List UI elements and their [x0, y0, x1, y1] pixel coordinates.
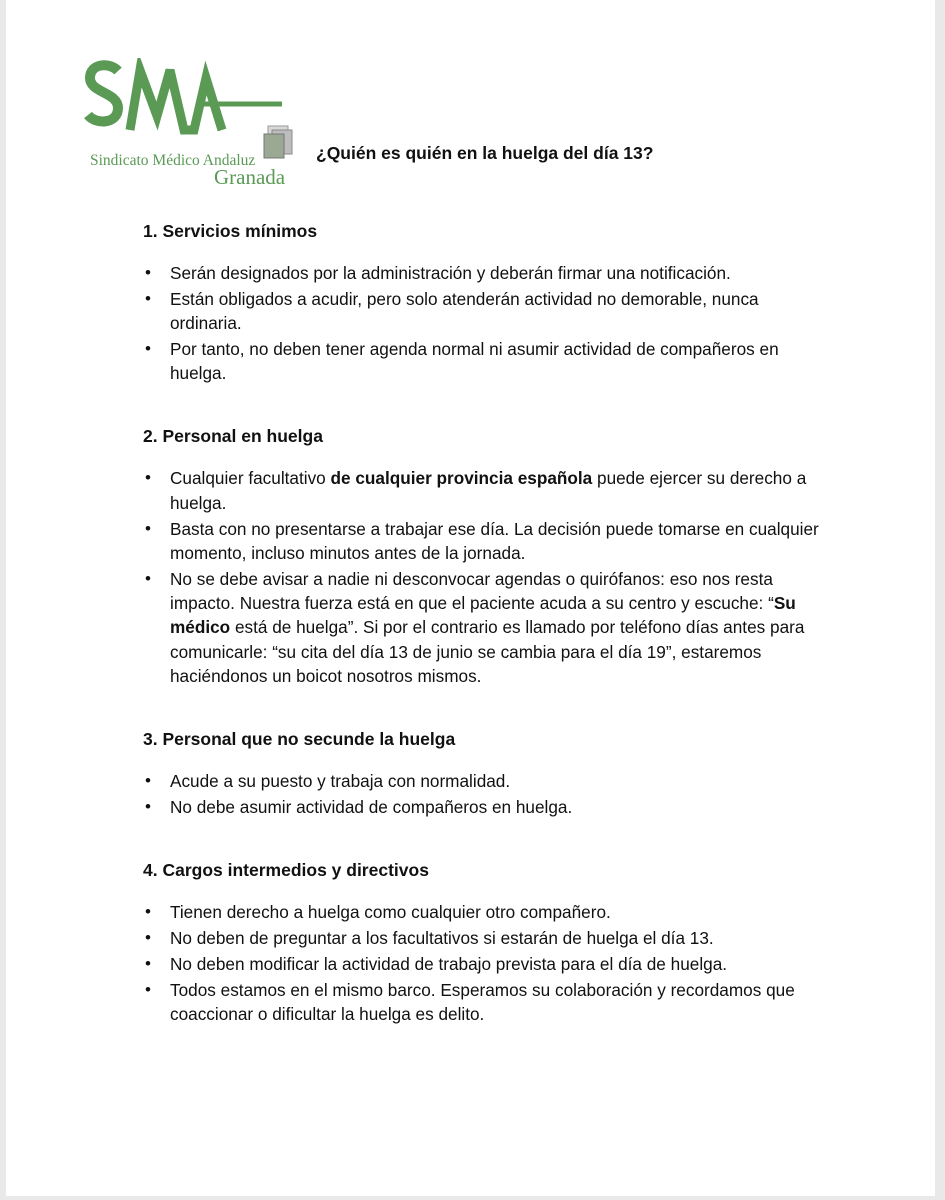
section-heading: 2. Personal en huelga: [143, 426, 323, 447]
item-text: Cualquier facultativo: [170, 468, 331, 489]
sma-granada-logo: [82, 58, 306, 190]
list-item: • No deben modificar la actividad de trabajo prevista para el día de huelga.: [143, 952, 823, 976]
item-text: está de huelga”. Si por el contrario es llamado por teléfono días antes para comunicarle: “su cita del día 13 de junio se cambia para el día 19”, estaremos haciéndonos un boicot nosotros mismos.: [170, 617, 805, 686]
section-personal-en-huelga: [143, 424, 823, 688]
logo-heartbeat-line: [130, 70, 222, 130]
list-item: • Están obligados a acudir, pero solo atenderán actividad no demorable, nunca ordinaria.: [143, 287, 823, 336]
item-bold-text: de cualquier provincia española: [330, 468, 593, 489]
bullet-list: [143, 769, 823, 819]
section-heading: 1. Servicios mínimos: [143, 221, 318, 241]
list-item: • No deben de preguntar a los facultativos si estarán de huelga el día 13.: [143, 926, 823, 950]
sma-logo-graphic: [82, 58, 306, 190]
list-item: • Serán designados por la administración y deberán firmar una notificación.: [143, 261, 823, 285]
logo-region: Granada: [214, 165, 286, 189]
item-bold-text: Su médico: [170, 592, 796, 638]
item-text: No se debe avisar a nadie ni desconvocar agendas o quirófanos: eso nos resta impacto. Nuestra fuerza está en que el paciente acuda a su centro y escuche: “: [170, 568, 774, 613]
logo-s-letterform: [88, 65, 118, 121]
list-item: [143, 466, 823, 515]
section-heading: 3. Personal que no secunde la huelga: [143, 729, 456, 750]
bullet-list: [143, 466, 823, 688]
section-personal-no-secunda: [143, 727, 823, 819]
section-cargos-intermedios: [143, 858, 823, 1026]
document-body: [143, 219, 823, 1065]
list-item: • Basta con no presentarse a trabajar ese día. La decisión puede tomarse en cualquier momento, incluso minutos antes de la jornada.: [143, 517, 823, 566]
list-item: • Todos estamos en el mismo barco. Esperamos su colaboración y recordamos que coaccionar o dificultar la huelga es delito.: [143, 978, 823, 1027]
bullet-list: [143, 900, 823, 1026]
document-page: [6, 0, 935, 1196]
list-item: • Por tanto, no deben tener agenda normal ni asumir actividad de compañeros en huelga.: [143, 337, 823, 386]
list-item: • Acude a su puesto y trabaja con normalidad.: [143, 769, 823, 793]
section-heading: 4. Cargos intermedios y directivos: [143, 860, 429, 881]
item-text: puede ejercer su derecho a huelga.: [170, 468, 807, 513]
list-item: • No debe asumir actividad de compañeros en huelga.: [143, 795, 823, 819]
logo-org-name: Sindicato Médico Andaluz: [90, 152, 256, 169]
list-item: • Tienen derecho a huelga como cualquier otro compañero.: [143, 900, 823, 924]
bullet-list: [143, 261, 823, 385]
list-item: [143, 567, 823, 688]
section-servicios-minimos: [143, 219, 823, 385]
stacked-files-icon: [264, 126, 292, 158]
page-title: ¿Quién es quién en la huelga del día 13?: [316, 143, 654, 163]
